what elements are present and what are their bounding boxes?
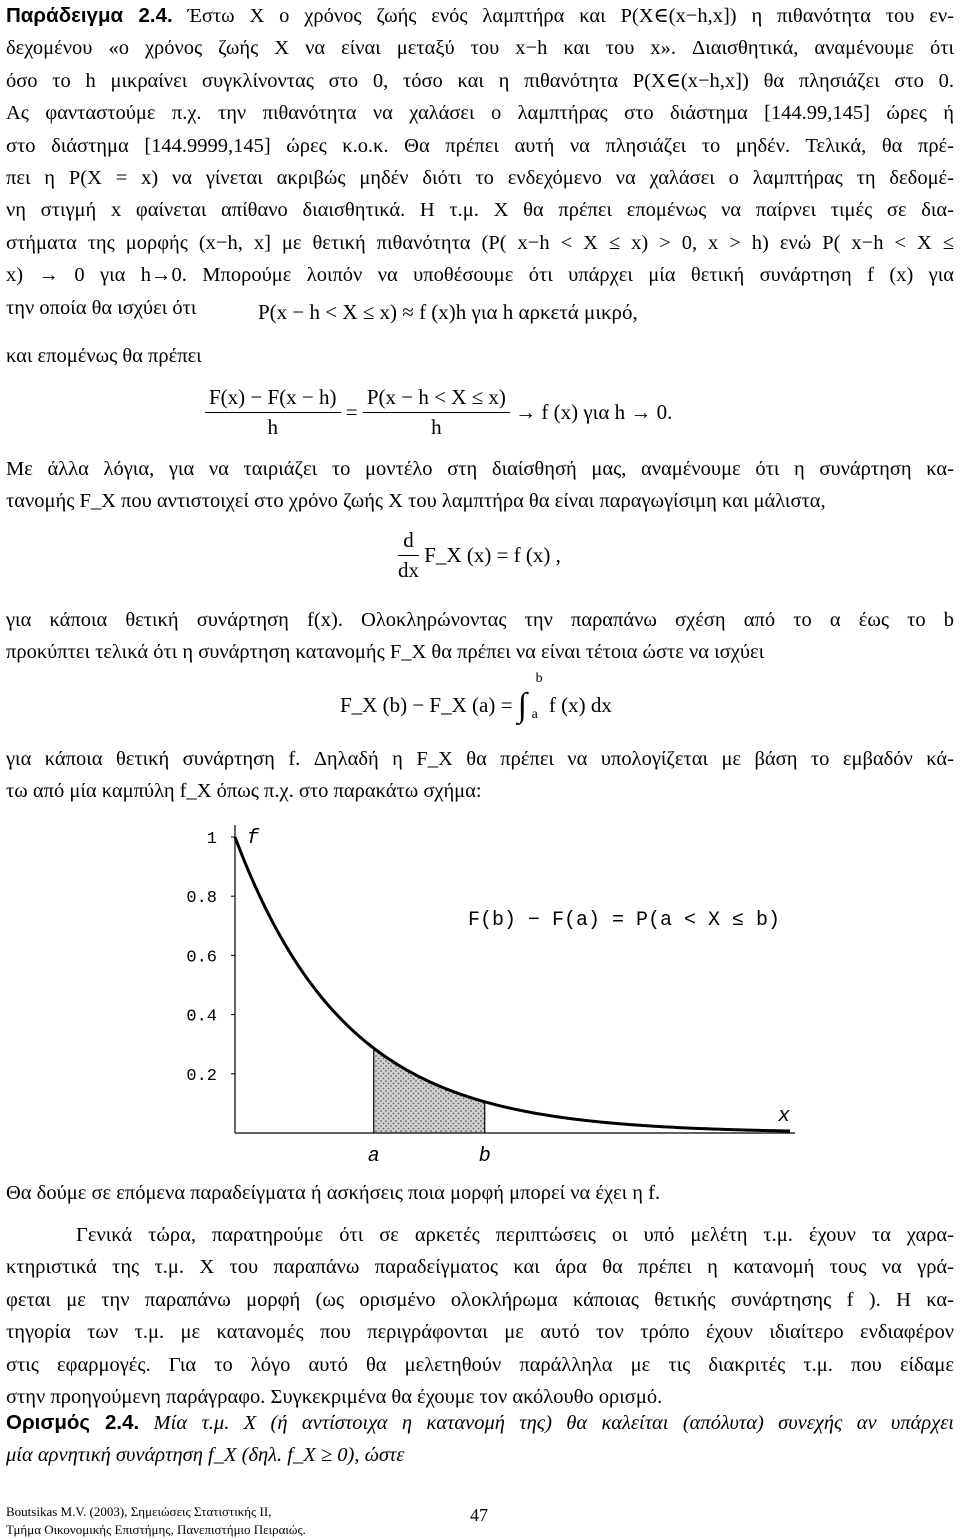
y-tick-label: 0.6	[186, 948, 217, 968]
integral-sign: ∫ b a	[517, 671, 543, 724]
footer-citation	[6, 1503, 306, 1539]
equation-approximation: P(x − h < X ≤ x) ≈ f (x)h για h αρκετά μικρό,	[258, 300, 638, 324]
para6-line: φεται με την παραπάνω μορφή (ως ορισμένο ολοκλήρωμα κάποιας θετικής συνάρτησης f ). Η κα-	[6, 1288, 954, 1311]
footer-line: Boutsikas M.V. (2003), Σημειώσεις Στατιστικής ΙΙ,	[6, 1504, 272, 1519]
para6-line: Γενικά τώρα, παρατηρούμε ότι σε αρκετές περιπτώσεις οι υπό μελέτη τ.μ. έχουν τα χαρα-	[76, 1224, 954, 1246]
y-tick-label: 1	[206, 830, 217, 849]
equation-integral: F_X (b) − F_X (a) = ∫ b a f (x) dx	[340, 671, 612, 724]
equation-derivative: $\frac{d}{dx}$ F_X (x) = f (x) ,	[398, 528, 561, 582]
paragraph-future	[6, 1177, 954, 1209]
para6-line: κτηριστικά της τ.μ. X του παραπάνω παραδείγματος και άρα θα πρέπει η κατανομή τους να γρά-	[6, 1256, 954, 1279]
para1-line: Ας φανταστούμε π.χ. την πιθανότητα να χαλάσει ο λαμπτήρας στο διάστημα [144.99,145] ώρες ή	[6, 102, 954, 125]
x-mark-a: a	[367, 1145, 380, 1168]
y-tick-label: 0.4	[186, 1007, 217, 1027]
example-heading: Παράδειγμα 2.4.	[6, 4, 173, 27]
definition-line: Μία τ.μ. X (ή αντίστοιχα η κατανομή της) θα καλείται (απόλυτα) συνεχής αν υπάρχει	[139, 1412, 954, 1434]
definition-block	[6, 1407, 954, 1472]
x-axis-label: x	[778, 1105, 791, 1128]
limit-rhs: → f (x) για h → 0.	[515, 400, 673, 424]
page-number: 47	[470, 1505, 488, 1525]
paragraph-area	[6, 743, 954, 808]
para1-line: νη στιγμή x φαίνεται απίθανο διαισθητικά. Η τ.μ. X θα πρέπει επομένως να παίρνει τιμές σε δια-	[6, 199, 954, 222]
para6-line: στην προηγούμενη παράγραφο. Συγκεκριμένα θα έχουμε τον ακόλουθο ορισμό.	[6, 1385, 663, 1408]
para2-line: Με άλλα λόγια, για να ταιριάζει το μοντέλο στη διαίσθησή μας, αναμένουμε ότι η συνάρτηση κα-	[6, 458, 954, 480]
paragraph-model	[6, 453, 954, 518]
para4-line: τω από μία καμπύλη f_X όπως π.χ. στο παρακάτω σχήμα:	[6, 780, 482, 803]
definition-line: μία αρνητική συνάρτηση f_X (δηλ. f_X ≥ 0), ώστε	[6, 1444, 405, 1467]
para1-line: στο διάστημα [144.9999,145] ώρες κ.ο.κ. Θα πρέπει αυτή να πλησιάζει το μηδέν. Τελικά, θα πρέ-	[6, 134, 954, 157]
paragraph-example	[6, 0, 954, 324]
y-tick-label: 0.2	[186, 1066, 217, 1086]
y-tick-label: 0.8	[186, 889, 217, 909]
fraction-probability: $\frac{P(x - h < X \le x)}{h}$	[363, 385, 510, 440]
paragraph-general	[6, 1219, 954, 1413]
para3-line: για κάποια θετική συνάρτηση f(x). Ολοκληρώνοντας την παραπάνω σχέση από το α έως το b	[6, 609, 954, 631]
para5-line: Θα δούμε σε επόμενα παραδείγματα ή ασκήσεις ποια μορφή μπορεί να έχει η f.	[6, 1182, 661, 1204]
footer-line: Τμήμα Οικονομικής Επιστήμης, Πανεπιστήμιο Πειραιώς.	[6, 1522, 306, 1537]
fraction-cdf-difference: $\frac{F(x) - F(x - h)}{h}$	[205, 385, 341, 440]
paragraph-integration	[6, 604, 954, 669]
para1-line: στήματα της μορφής (x−h, x] με θετική πιθανότητα (P( x−h < X ≤ x) > 0, x > h) ενώ P( x−h < X ≤	[6, 231, 954, 254]
equation-lead-text: και επομένως θα πρέπει	[6, 345, 202, 367]
para1-line: πει η P(X = x) να γίνεται ακριβώς μηδέν διότι το ενδεχόμενο να χαλάσει ο λαμπτήρας τη δεδομέ-	[6, 166, 954, 189]
equation-limit: $\frac{F(x) - F(x - h)}{h}$ = $\frac{P(x - h < X \le x)}{h}$ → f (x) για h → 0.	[205, 385, 672, 440]
para1-line: την οποία θα ισχύει ότι	[6, 296, 197, 319]
derivative-operator: $\frac{d}{dx}$	[398, 528, 419, 582]
para2-line: τανομής F_X που αντιστοιχεί στο χρόνο ζωής X του λαμπτήρα θα είναι παραγωγίσιμη και μάλιστα,	[6, 490, 826, 513]
y-axis-label: f	[247, 827, 260, 850]
para3-line: προκύπτει τελικά ότι η συνάρτηση κατανομής F_X θα πρέπει να είναι τέτοια ώστε να ισχύει	[6, 641, 765, 664]
para6-line: τηγορία των τ.μ. με κατανομές που περιγράφονται με αυτό τον τρόπο έχουν ιδιαίτερο ενδιαφέρον	[6, 1321, 954, 1344]
x-mark-b: b	[478, 1145, 491, 1168]
para4-line: για κάποια θετική συνάρτηση f. Δηλαδή η F_X θα πρέπει να υπολογίζεται με βάση το εμβαδόν κά-	[6, 748, 954, 770]
density-chart	[0, 815, 960, 1170]
definition-heading: Ορισμός 2.4.	[6, 1411, 140, 1434]
para1-line: όσο το h μικραίνει συγκλίνοντας στο 0, τόσο και η πιθανότητα P(X∈(x−h,x]) θα πλησιάζει στο 0.	[6, 69, 954, 92]
chart-annotation: F(b) − F(a) = P(a < X ≤ b)	[468, 909, 781, 932]
para1-line: x) → 0 για h→0. Μπορούμε λοιπόν να υποθέσουμε ότι υπάρχει μία θετική συνάρτηση f (x) για	[6, 264, 954, 287]
para1-line-0-rest: Έστω X ο χρόνος ζωής ενός λαμπτήρα και P(X∈(x−h,x]) η πιθανότητα του εν-	[172, 5, 954, 27]
para6-line: στις εφαρμογές. Για το λόγο αυτό θα μελετηθούν παράλληλα με τις διακριτές τ.μ. που είδαμε	[6, 1353, 954, 1376]
para1-line: δεχομένου «ο χρόνος ζωής X να είναι μεταξύ του x−h και του x». Διαισθητικά, αναμένουμε ότι	[6, 37, 954, 60]
density-curve	[235, 837, 790, 1131]
